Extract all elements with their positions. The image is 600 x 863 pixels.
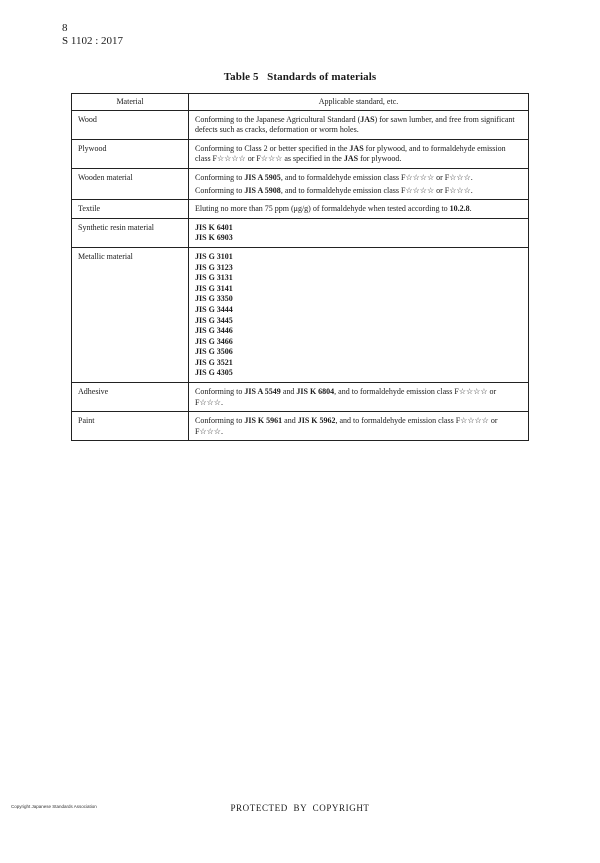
- standard-reference: JIS G 3466: [195, 336, 233, 346]
- standard-text: , and to formaldehyde emission class F☆☆☆☆ or F☆☆☆.: [280, 172, 473, 182]
- standard-text: , and to formaldehyde emission class F☆☆☆☆ or F☆☆☆.: [280, 185, 473, 195]
- standard-text: Conforming to Class 2 or better specified in the: [195, 143, 350, 153]
- standard-text: and: [280, 387, 297, 397]
- standard-paragraph: [195, 144, 522, 165]
- protected-by-copyright: PROTECTED BY COPYRIGHT: [230, 803, 370, 813]
- standard-reference: JIS G 3521: [195, 357, 233, 367]
- standard-cell: [189, 200, 529, 219]
- standard-reference: 10.2.8: [449, 204, 470, 214]
- standard-reference: JIS G 3506: [195, 347, 233, 357]
- copyright-notice: Copyright Japanese Standards Association: [11, 804, 97, 809]
- document-id: S 1102 : 2017: [62, 35, 124, 47]
- standard-reference: JIS G 3446: [195, 326, 233, 336]
- column-header-material: Material: [72, 94, 189, 111]
- material-cell: Adhesive: [72, 383, 189, 412]
- standard-text: , and to formaldehyde emission class F☆☆☆☆ or F☆☆☆.: [195, 416, 498, 436]
- table-row: [72, 383, 529, 412]
- standard-cell: [189, 139, 529, 168]
- standard-reference: JIS K 6401: [195, 222, 233, 232]
- table-row: [72, 218, 529, 247]
- standard-reference: JIS K 5961: [244, 416, 283, 426]
- standard-reference: JAS: [343, 154, 359, 164]
- standard-paragraph: [195, 204, 522, 215]
- standard-text: ) for sawn lumber, and free from significant defects such as cracks, deformation or worm holes.: [195, 114, 515, 135]
- standard-cell: [189, 110, 529, 139]
- standard-reference: JIS A 5549: [244, 387, 281, 397]
- table-row: [72, 139, 529, 168]
- table-row: [72, 168, 529, 199]
- standard-reference: JIS G 3123: [195, 262, 233, 272]
- column-header-standard: Applicable standard, etc.: [189, 94, 529, 111]
- material-cell: Paint: [72, 412, 189, 441]
- standard-cell: [189, 218, 529, 247]
- standard-reference: JIS G 3141: [195, 283, 233, 293]
- material-cell: Plywood: [72, 139, 189, 168]
- standard-text: , and to formaldehyde emission class F☆☆☆☆ or F☆☆☆.: [195, 387, 497, 407]
- standard-reference: JAS: [349, 143, 364, 153]
- standard-cell: [189, 412, 529, 441]
- table-row: [72, 412, 529, 441]
- standard-text: Conforming to: [195, 172, 245, 182]
- table-row: [72, 247, 529, 382]
- standard-cell: [189, 383, 529, 412]
- standard-text: Conforming to: [195, 416, 245, 426]
- standard-reference: JIS G 3101: [195, 251, 233, 261]
- standard-reference: JIS G 3131: [195, 273, 233, 283]
- standard-paragraph: [195, 387, 522, 408]
- standard-paragraph: [195, 186, 522, 197]
- standard-reference: JIS G 3445: [195, 315, 233, 325]
- standard-text: for plywood.: [358, 154, 402, 164]
- standard-cell: [189, 168, 529, 199]
- standard-reference: JIS K 6804: [296, 387, 335, 397]
- standard-reference: JIS A 5905: [244, 172, 281, 182]
- material-cell: Wooden material: [72, 168, 189, 199]
- table-row: [72, 200, 529, 219]
- standard-paragraph: [195, 115, 522, 136]
- standard-text: Conforming to: [195, 387, 245, 397]
- table-row: [72, 110, 529, 139]
- standard-reference: JAS: [360, 114, 375, 124]
- material-cell: Textile: [72, 200, 189, 219]
- standard-text: .: [469, 204, 472, 214]
- standard-reference: JIS G 4305: [195, 368, 233, 378]
- standard-reference: JIS A 5908: [244, 185, 281, 195]
- page-header: [62, 22, 123, 48]
- standard-paragraph: [195, 173, 522, 184]
- standard-cell: [189, 247, 529, 382]
- standard-text: Conforming to the Japanese Agricultural Standard (: [195, 114, 361, 124]
- material-cell: Metallic material: [72, 247, 189, 382]
- standard-text: and: [282, 416, 298, 426]
- table-title: Table 5 Standards of materials: [223, 71, 377, 83]
- standard-paragraph: [195, 416, 522, 437]
- material-cell: Wood: [72, 110, 189, 139]
- standard-text: Conforming to: [195, 185, 245, 195]
- standard-text: Eluting no more than 75 ppm (μg/g) of formaldehyde when tested according to: [195, 204, 450, 214]
- standard-reference: JIS K 5962: [297, 416, 336, 426]
- standards-table: [71, 93, 529, 441]
- standard-reference: JIS G 3444: [195, 304, 233, 314]
- material-cell: Synthetic resin material: [72, 218, 189, 247]
- standard-reference: JIS G 3350: [195, 294, 233, 304]
- standard-text: for plywood, and to formaldehyde emission class F☆☆☆☆ or F☆☆☆ as specified in the: [195, 143, 506, 164]
- standard-reference: JIS K 6903: [195, 233, 233, 243]
- page-number: 8: [62, 22, 68, 34]
- table-header-row: [72, 94, 529, 111]
